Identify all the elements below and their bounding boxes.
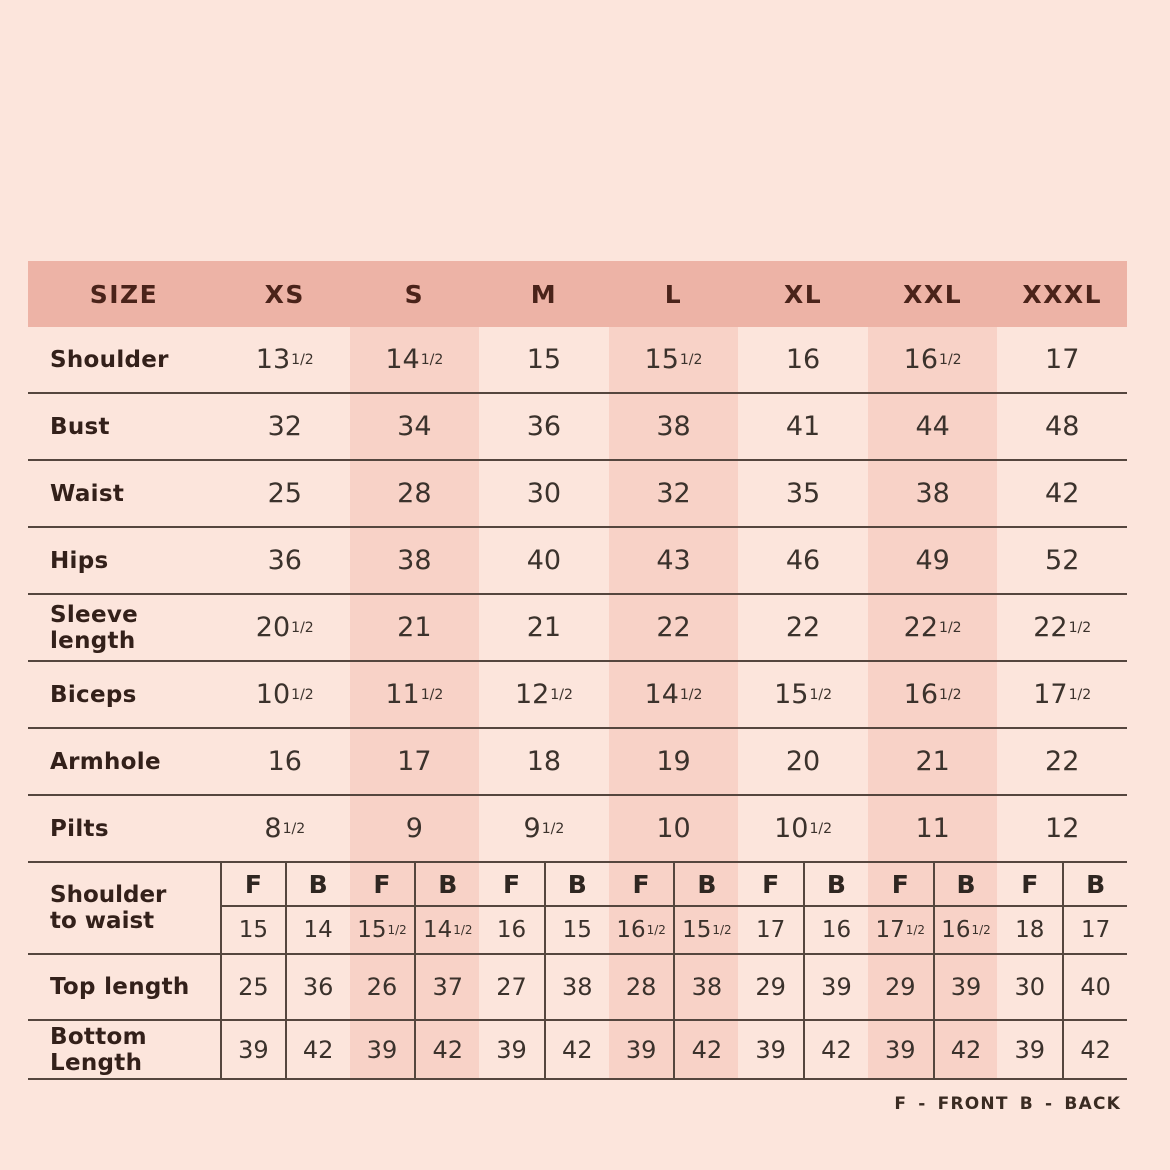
value-cell: 14 1/2 (350, 327, 480, 392)
table-row-bottom-length (28, 1021, 1127, 1080)
value-cell: 35 (785, 478, 821, 509)
fb-value-cell: 15 1/2 (673, 907, 738, 953)
value-cell: 36 (267, 545, 302, 576)
fb-value-cell: 42 (544, 1021, 609, 1078)
fb-value-cell: 17 (756, 917, 786, 943)
fb-value-cell: 27 (496, 973, 527, 1001)
value-cell: 10 (609, 796, 739, 861)
table-row-bust (28, 394, 1127, 461)
value-cell: 19 (609, 729, 739, 794)
table-row-hips (28, 528, 1127, 595)
value-cell: 38 (609, 394, 739, 459)
value-cell: 14 1/2 (609, 662, 739, 727)
row-label-armhole: Armhole (50, 748, 161, 775)
fb-value-cell: 39 (803, 955, 868, 1019)
measurement-rows (28, 327, 1127, 863)
fb-value-cell: 39 (755, 1035, 786, 1064)
fb-value-cell: 39 (1014, 1035, 1046, 1064)
fb-value-cell: 17 (1062, 907, 1127, 953)
fb-value-cell: 39 (350, 1021, 415, 1078)
row-label-shoulder-to-waist: Shoulder to waist (50, 881, 167, 934)
fb-value-cell: 16 (496, 917, 527, 943)
row-label-pilts: Pilts (50, 815, 109, 842)
value-cell: 22 (785, 612, 821, 643)
value-cell: 15 1/2 (774, 679, 833, 710)
value-cell: 32 (609, 461, 739, 526)
value-cell: 46 (785, 545, 821, 576)
fb-value-cell: 39 (609, 1021, 674, 1078)
value-cell: 30 (526, 478, 562, 509)
value-cell: 41 (785, 411, 821, 442)
value-cell: 38 (350, 528, 480, 593)
fb-value-cell: 42 (803, 1021, 868, 1078)
table-row-biceps (28, 662, 1127, 729)
value-cell: 22 1/2 (868, 595, 998, 660)
fb-header-cell: F (609, 863, 674, 907)
header-cell-xxxl: XXXL (1022, 279, 1103, 309)
value-cell: 21 (350, 595, 480, 660)
value-cell: 15 (526, 344, 562, 375)
row-label-waist: Waist (50, 480, 125, 507)
row-label-shoulder: Shoulder (50, 346, 169, 373)
size-chart-table (28, 261, 1127, 1114)
value-cell: 22 1/2 (1033, 612, 1092, 643)
value-cell: 12 1/2 (514, 679, 573, 710)
fb-value-cell: 25 (220, 955, 285, 1019)
fb-header-cell: B (1062, 863, 1127, 907)
fb-value-cell: 39 (220, 1021, 285, 1078)
header-cell-m: M (530, 279, 558, 309)
fb-header-cell: F (220, 863, 285, 907)
value-cell: 40 (526, 545, 562, 576)
fb-value-cell: 15 (544, 907, 609, 953)
value-cell: 9 (350, 796, 480, 861)
fb-value-cell: 38 (673, 955, 738, 1019)
legend-note: F - FRONT B - BACK (894, 1094, 1121, 1114)
value-cell: 15 1/2 (609, 327, 739, 392)
value-cell: 21 (526, 612, 562, 643)
fb-header-cell: F (738, 863, 803, 907)
header-cell-l: L (664, 279, 683, 309)
table-row-top-length (28, 955, 1127, 1021)
table-row-armhole (28, 729, 1127, 796)
fb-header-cell: B (673, 863, 738, 907)
value-cell: 42 (1045, 478, 1080, 509)
fb-value-cell: 28 (609, 955, 674, 1019)
fb-value-cell: 14 (285, 907, 350, 953)
fb-value-cell: 29 (755, 973, 786, 1001)
value-cell: 52 (1045, 545, 1080, 576)
fb-value-cell: 15 (220, 907, 285, 953)
fb-header-cell: B (414, 863, 479, 907)
fb-value-cell: 26 (350, 955, 415, 1019)
fb-value-cell: 39 (933, 955, 998, 1019)
table-header-row (28, 261, 1127, 327)
table-row-pilts (28, 796, 1127, 863)
fb-value-cell: 39 (496, 1035, 527, 1064)
row-label-hips: Hips (50, 547, 109, 574)
value-cell: 17 (1045, 344, 1080, 375)
fb-value-cell: 17 1/2 (868, 907, 933, 953)
fb-header-cell: F (479, 863, 544, 907)
value-cell: 16 (785, 344, 821, 375)
value-cell: 18 (526, 746, 562, 777)
header-cell-size: SIZE (89, 279, 159, 309)
header-cell-xs: XS (264, 279, 305, 309)
fb-value-cell: 18 (1015, 917, 1045, 943)
shoulder-to-waist-section (28, 863, 1127, 955)
header-cell-xxl: XXL (903, 279, 963, 309)
fb-value-cell: 16 (803, 907, 868, 953)
fb-value-cell: 15 1/2 (350, 907, 415, 953)
fb-value-cell: 39 (868, 1021, 933, 1078)
value-cell: 12 (1045, 813, 1080, 844)
fb-header-cell: B (803, 863, 868, 907)
fb-value-cell: 37 (414, 955, 479, 1019)
fb-value-cell: 14 1/2 (414, 907, 479, 953)
row-label-top-length: Top length (50, 974, 190, 1000)
value-cell: 48 (1045, 411, 1080, 442)
fb-value-cell: 42 (1062, 1021, 1127, 1078)
value-cell: 44 (868, 394, 998, 459)
value-cell: 8 1/2 (264, 813, 306, 844)
value-cell: 20 (785, 746, 821, 777)
value-cell: 16 (267, 746, 302, 777)
fb-value-cell: 40 (1062, 955, 1127, 1019)
fb-header-cell: B (544, 863, 609, 907)
value-cell: 38 (868, 461, 998, 526)
length-rows (28, 955, 1127, 1080)
fb-header-cell: F (350, 863, 415, 907)
value-cell: 16 1/2 (868, 662, 998, 727)
value-cell: 16 1/2 (868, 327, 998, 392)
value-cell: 9 1/2 (523, 813, 565, 844)
value-cell: 25 (267, 478, 302, 509)
fb-header-cell: F (997, 863, 1062, 907)
fb-value-cell: 42 (285, 1021, 350, 1078)
row-label-bottom-length: Bottom Length (50, 1023, 147, 1076)
fb-value-cell: 16 1/2 (609, 907, 674, 953)
value-cell: 13 1/2 (255, 344, 314, 375)
fb-header-cell: B (933, 863, 998, 907)
fb-header-cell: B (285, 863, 350, 907)
value-cell: 34 (350, 394, 480, 459)
fb-value-cell: 42 (673, 1021, 738, 1078)
value-cell: 10 1/2 (255, 679, 314, 710)
table-row-sleeve-length (28, 595, 1127, 662)
header-cell-s: S (404, 279, 425, 309)
value-cell: 36 (526, 411, 562, 442)
fb-value-cell: 29 (868, 955, 933, 1019)
row-label-sleeve-length: Sleeve length (50, 601, 139, 654)
value-cell: 20 1/2 (255, 612, 314, 643)
value-cell: 11 (868, 796, 998, 861)
fb-value-cell: 16 1/2 (933, 907, 998, 953)
fb-value-cell: 30 (1014, 973, 1046, 1001)
value-cell: 11 1/2 (350, 662, 480, 727)
value-cell: 17 (350, 729, 480, 794)
header-cell-xl: XL (783, 279, 823, 309)
table-row-shoulder (28, 327, 1127, 394)
fb-value-cell: 38 (544, 955, 609, 1019)
fb-value-cell: 36 (285, 955, 350, 1019)
value-cell: 22 (609, 595, 739, 660)
fb-value-cell: 42 (414, 1021, 479, 1078)
fb-header-cell: F (868, 863, 933, 907)
value-cell: 21 (868, 729, 998, 794)
value-cell: 17 1/2 (1033, 679, 1092, 710)
value-cell: 43 (609, 528, 739, 593)
value-cell: 28 (350, 461, 480, 526)
fb-value-cell: 42 (933, 1021, 998, 1078)
value-cell: 32 (267, 411, 302, 442)
row-label-bust: Bust (50, 413, 110, 440)
table-row-waist (28, 461, 1127, 528)
row-label-biceps: Biceps (50, 681, 137, 708)
value-cell: 10 1/2 (774, 813, 833, 844)
value-cell: 22 (1045, 746, 1080, 777)
value-cell: 49 (868, 528, 998, 593)
